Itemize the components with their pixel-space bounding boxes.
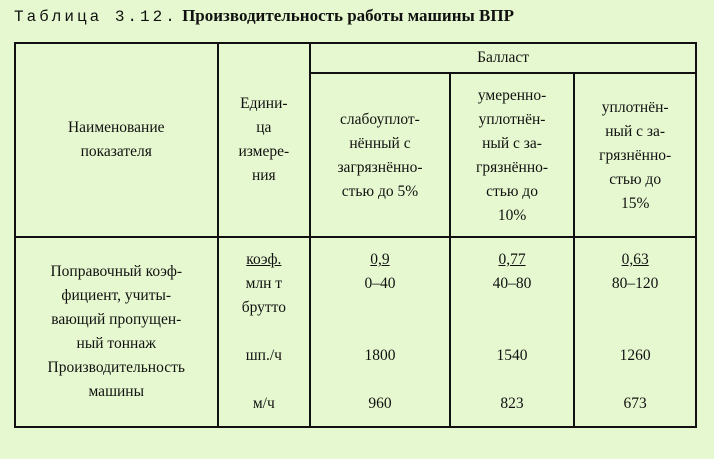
- header-line: 10%: [497, 207, 527, 224]
- header-line: умеренно-: [477, 87, 547, 104]
- header-line: 15%: [620, 195, 650, 212]
- unit-brutto: брутто: [241, 299, 286, 316]
- header-ballast-dense: [574, 73, 696, 237]
- row-name-line: вающий пропущен-: [51, 311, 182, 328]
- tonnage-range: 80–120: [611, 275, 659, 292]
- coef-value: 0,9: [370, 251, 390, 268]
- header-name-cell: [15, 43, 218, 237]
- header-ballast-medium: [450, 73, 575, 237]
- table-title: Производительность работы машины ВПР: [182, 6, 514, 25]
- header-name-line: показателя: [80, 143, 152, 160]
- table-number: Таблица 3.12.: [14, 8, 178, 26]
- unit-coef: коэф.: [246, 251, 282, 268]
- tonnage-range: 0–40: [364, 275, 396, 292]
- header-line: грязнённо-: [476, 159, 549, 176]
- header-line: нённый с: [349, 135, 411, 152]
- header-line: уплотнён-: [601, 99, 669, 116]
- productivity-meters: 673: [623, 395, 647, 412]
- header-line: стью до: [486, 183, 538, 200]
- unit-sleepers-per-hour: шп./ч: [245, 347, 282, 364]
- row-units-cell: [218, 237, 311, 427]
- header-unit-line: измере-: [238, 143, 290, 160]
- coef-value: 0,77: [498, 251, 526, 268]
- productivity-sleepers: 1540: [496, 347, 528, 364]
- table-caption: [14, 6, 514, 26]
- header-line: загрязнённо-: [337, 159, 423, 176]
- productivity-sleepers: 1800: [364, 347, 396, 364]
- productivity-table: [14, 42, 697, 428]
- header-line: ный с за-: [482, 135, 542, 152]
- values-light: [310, 237, 450, 427]
- row-name-line: машины: [88, 383, 145, 400]
- header-unit-cell: [218, 43, 311, 237]
- header-line: стью до 5%: [341, 183, 419, 200]
- header-unit-line: ния: [251, 167, 276, 184]
- header-unit-line: ца: [256, 119, 272, 136]
- values-dense: [574, 237, 696, 427]
- productivity-meters: 823: [500, 395, 524, 412]
- values-medium: [450, 237, 575, 427]
- coef-value: 0,63: [621, 251, 649, 268]
- unit-meters-per-hour: м/ч: [252, 395, 275, 412]
- unit-mln-t: млн т: [245, 275, 283, 292]
- row-names-cell: [15, 237, 218, 427]
- header-line: грязнённо-: [599, 147, 672, 164]
- productivity-sleepers: 1260: [619, 347, 651, 364]
- header-line: ный с за-: [605, 123, 666, 140]
- row-name-line: фициент, учиты-: [61, 287, 172, 304]
- productivity-meters: 960: [368, 395, 392, 412]
- header-name-line: Наименование: [67, 119, 165, 136]
- header-line: слабоуплот-: [340, 111, 420, 128]
- header-line: стью до: [609, 171, 662, 188]
- header-ballast-group: Балласт: [310, 43, 696, 73]
- header-unit-line: Едини-: [240, 95, 288, 112]
- header-line: уплотнён-: [478, 111, 546, 128]
- tonnage-range: 40–80: [492, 275, 532, 292]
- row-name-line: ный тоннаж: [76, 335, 156, 352]
- header-ballast-light: [310, 73, 450, 237]
- row-name-line: Поправочный коэф-: [50, 263, 183, 280]
- row-name-line: Производительность: [47, 359, 185, 376]
